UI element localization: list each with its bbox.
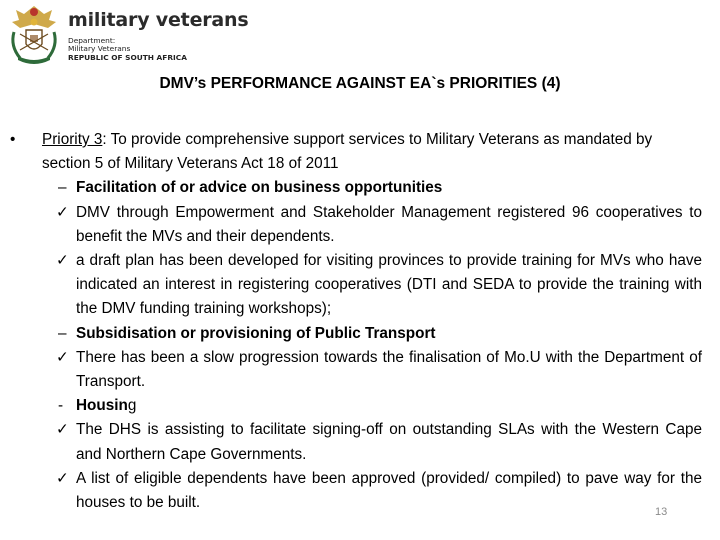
sub-item-text: Facilitation of or advice on business opportunities — [76, 179, 443, 197]
dash-icon: – — [58, 179, 67, 197]
brand-name: military veterans — [68, 9, 249, 31]
priority-text: : To provide comprehensive support services to Military Veterans as mandated by section 5 of Military Veterans Act 18 of 2011 — [42, 131, 653, 173]
check-item-mou — [0, 346, 720, 394]
check-item-text: a draft plan has been developed for visiting provinces to provide training for MVs who have indicated an interest in registering cooperatives (DTI and SEDA to provide the training with the DMV funding training workshops); — [76, 252, 702, 318]
dept-line-2: Military Veterans — [68, 44, 131, 54]
housing-label-rest: g — [127, 397, 137, 415]
dept-line-1: Department: — [68, 36, 116, 45]
dept-line-3: REPUBLIC OF SOUTH AFRICA — [68, 52, 187, 62]
checkmark-icon: ✓ — [56, 203, 69, 221]
department-text — [68, 37, 187, 62]
check-item-text: The DHS is assisting to facilitate signing-off on outstanding SLAs with the Western Cape and Northern Cape Governments. — [76, 421, 702, 463]
dash-icon: – — [58, 324, 67, 342]
check-item-draft-plan — [0, 249, 720, 322]
checkmark-icon: ✓ — [56, 421, 69, 439]
department-logo — [6, 2, 249, 66]
sub-item-text: Subsidisation or provisioning of Public Transport — [76, 324, 436, 342]
checkmark-icon: ✓ — [56, 348, 69, 366]
coat-of-arms-icon — [6, 2, 62, 66]
check-item-text: DMV through Empowerment and Stakeholder Management registered 96 cooperatives to benefit the MVs and their dependents. — [76, 203, 702, 245]
slide-content — [0, 128, 720, 515]
housing-label-bold: Housin — [76, 397, 128, 415]
check-item-text: A list of eligible dependents have been approved (provided/ compiled) to pave way for the houses to be built. — [76, 469, 702, 512]
sub-item-business — [0, 176, 720, 200]
dash-icon: - — [58, 397, 64, 415]
priority-label: Priority 3 — [42, 131, 103, 148]
check-item-cooperatives — [0, 201, 720, 249]
check-item-text: There has been a slow progression towards the finalisation of Mo.U with the Department of Transport. — [76, 348, 702, 391]
checkmark-icon: ✓ — [56, 252, 69, 270]
check-item-dependents — [0, 467, 720, 515]
page-number: 13 — [655, 506, 668, 518]
check-item-slas — [0, 418, 720, 466]
slide-title: DMV’s PERFORMANCE AGAINST EA`s PRIORITIES (4) — [159, 75, 561, 92]
checkmark-icon: ✓ — [56, 469, 69, 487]
sub-item-transport — [0, 322, 720, 346]
priority-bullet — [0, 128, 720, 176]
bullet-icon: • — [10, 131, 16, 148]
sub-item-housing — [0, 394, 720, 418]
